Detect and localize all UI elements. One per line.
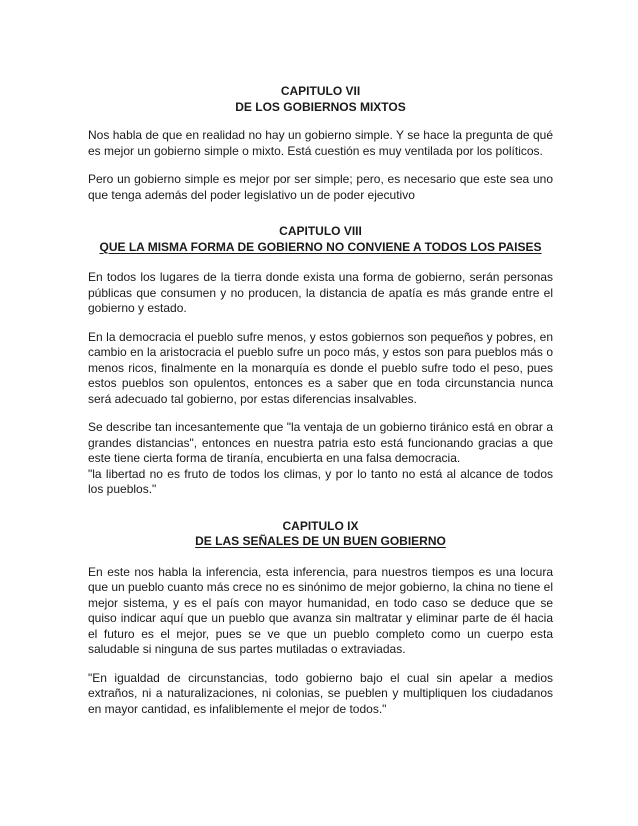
chapter-vii [88, 84, 553, 203]
chapter-viii-title: QUE LA MISMA FORMA DE GOBIERNO NO CONVIENE A TODOS LOS PAISES [99, 239, 542, 254]
chapter-viii [88, 224, 553, 498]
chapter-ix-paragraph-2: "En igualdad de circunstancias, todo gobierno bajo el cual sin apelar a medios extraños, ni a naturalizaciones, ni colonias, se pueblen y multipliquen los ciudadanos en mayor cantidad, es infaliblemente el mejor de todos." [88, 670, 553, 716]
chapter-vii-paragraph-1: Nos habla de que en realidad no hay un gobierno simple. Y se hace la pregunta de qué es mejor un gobierno simple o mixto. Está cuestión es muy ventilada por los políticos. [88, 128, 553, 158]
chapter-viii-paragraph-3: Se describe tan incesantemente que "la ventaja de un gobierno tiránico está en obrar a grandes distancias", entonces en nuestra patria esto está funcionando gracias a que este tiene cierta forma de tiranía, encubierta en una falsa democracia. "la libertad no es fruto de todos los climas, y por lo tanto no está al alcance de todos los pueblos." [88, 420, 553, 496]
chapter-ix [88, 519, 553, 718]
chapter-ix-title: DE LAS SEÑALES DE UN BUEN GOBIERNO [195, 534, 446, 548]
chapter-vii-paragraph-2: Pero un gobierno simple es mejor por ser simple; pero, es necesario que este sea uno que tenga además del poder legislativo un de poder ejecutivo [88, 172, 553, 202]
chapter-viii-paragraph-2: En la democracia el pueblo sufre menos, y estos gobiernos son pequeños y pobres, en cambio en la aristocracia el pueblo sufre un poco más, y estos son para pueblos más o menos ricos, finalmente en la monarquía es donde el pueblo sufre todo el peso, pues estos pueblos son opulentos, entonces es a saber que en toda circunstancia nunca será adecuado tal gobierno, por estas diferencias insalvables. [88, 329, 553, 406]
chapter-ix-paragraph-1: En este nos habla la inferencia, esta inferencia, para nuestros tiempos es una locura que un pueblo cuanto más crece no es sinónimo de mejor gobierno, la china no tiene el mejor sistema, y es el país con mayor humanidad, en todo caso se deduce que se quiso indicar aquí que un pueblo que avanza sin maltratar y eliminar parte de él hacia el futuro es el mejor, pues se ve que un pueblo completo como un cuerpo esta saludable si ninguna de sus partes mutiladas o extraviadas. [88, 564, 553, 656]
chapter-vii-number: CAPITULO VII [280, 84, 361, 98]
chapter-viii-paragraph-1: En todos los lugares de la tierra donde exista una forma de gobierno, serán personas públicas que consumen y no producen, la distancia de apatía es más grande entre el gobierno y estado. [88, 270, 553, 315]
chapter-viii-number: CAPITULO VIII [279, 224, 362, 238]
chapter-ix-number: CAPITULO IX [282, 518, 359, 533]
chapter-vii-title: DE LOS GOBIERNOS MIXTOS [235, 99, 406, 114]
